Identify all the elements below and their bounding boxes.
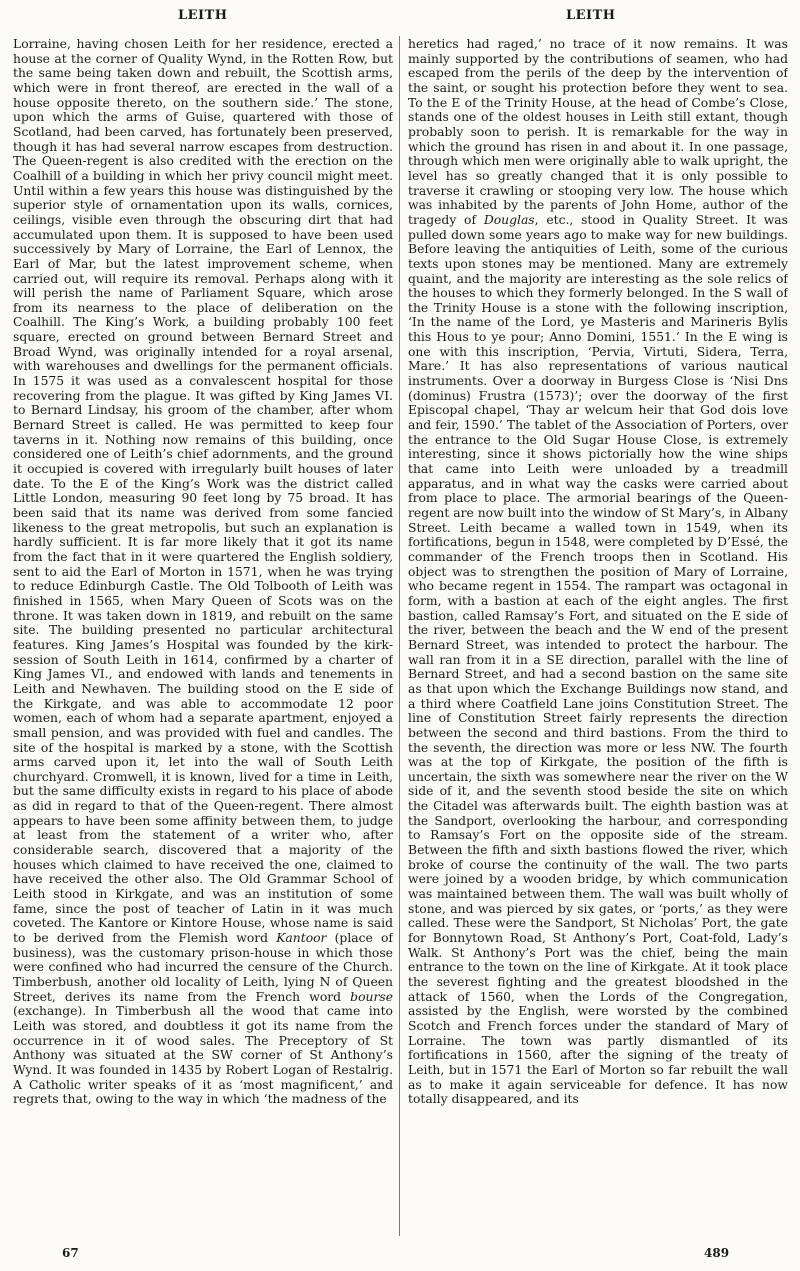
page-number-right: 489 [704,1246,730,1260]
left-text-segment: Lorraine, having chosen Leith for her residence, erected a house at the corner of Quality Wynd, in the Rotten Row, but the same being taken down and rebuilt, the Scottish arms, which were in front thereof, are erected in the wall of a house opposite thereto, on the southern side.’ The stone, upon which the arms of Guise, quartered with those of Scotland, had been carved, has fortunately been preserved, though it has had several narrow escapes from destruction. The Queen-regent is also credited with the erection on the Coalhill of a building in which her privy council might meet. Until within a few years this house was distinguished by the superior style of ornamentation upon its walls, cornices, ceilings, visible even through the obscuring dirt that had accumulated upon them. It is supposed to have been used successively by Mary of Lorraine, the Earl of Lennox, the Earl of Mar, but the latest improvement scheme, when carried out, will require its removal. Perhaps along with it will perish the name of Parliament Square, which arose from its nearness to the place of deliberation on the Coalhill. The King’s Work, a building probably 100 feet square, erected on ground between Bernard Street and Broad Wynd, was originally intended for a royal arsenal, with warehouses and dwellings for the permanent officials. In 1575 it was used as a convalescent hospital for those recovering from the plague. It was gifted by King James VI. to Bernard Lindsay, his groom of the chamber, after whom Bernard Street is called. He was permitted to keep four taverns in it. Nothing now remains of this building, once considered one of Leith’s chief adornments, and the ground it occupied is covered with irregularly built houses of later date. To the E of the King’s Work was the district called Little London, measuring 90 feet long by 75 broad. It has been said that its name was derived from some fancied likeness to the great metropolis, but such an explanation is hardly sufficient. It is far more likely that it got its name from the fact that in it were quartered the English soldiery, sent to aid the Earl of Morton in 1571, when he was trying to reduce Edinburgh Castle. The Old Tolbooth of Leith was finished in 1565, when Mary Queen of Scots was on the throne. It was taken down in 1819, and rebuilt on the same site. The building presented no particular architectural features. King James’s Hospital was founded by the kirk-session of South Leith in 1614, confirmed by a charter of King James VI., and endowed with lands and tenements in Leith and Newhaven. The building stood on the E side of the Kirkgate, and was able to accommodate 12 poor women, each of whom had a separate apartment, enjoyed a small pension, and was provided with fuel and candles. The site of the hospital is marked by a stone, with the Scottish arms carved upon it, let into the wall of South Leith churchyard. Cromwell, it is known, lived for a time in Leith, but the same difficulty exists in regard to his place of abode as did in regard to that of the Queen-regent. There almost appears to have been some affinity between them, to judge at least from the statement of a writer who, after considerable search, discovered that a majority of the houses which claimed to have received the one, claimed to have received the other also. The Old Grammar School of Leith stood in Kirkgate, and was an institution of some fame, since the post of teacher of Latin in it was much coveted. The Kantore or Kintore House, whose name is said to be derived from the Flemish word [13,37,393,946]
right-italic-douglas: Douglas [483,212,535,227]
left-text-segment: (exchange). In Timberbush all the wood that came into Leith was stored, and doubtless it got its name from the occurrence in it of wood sales. The Preceptory of St Anthony was situated at the SW corner of St Anthony’s Wynd. It was founded in 1435 by Robert Logan of Restalrig. A Catholic writer speaks of it as ‘most magnificent,’ and regrets that, owing to the way in which ‘the madness of the [13,1004,393,1107]
column-divider [399,36,400,1236]
page-number-left: 67 [62,1246,79,1260]
left-column [13,37,393,1233]
left-column-text [13,37,393,1107]
running-header-left: LEITH [178,8,228,23]
running-header-right: LEITH [566,8,616,23]
left-italic-kantoor: Kantoor [276,931,327,946]
left-text-segment: (place of business), was the customary prison-house in which those were confined who had incurred the censure of the Church. Timberbush, another old locality of Leith, lying N of Queen Street, derives its name from the French word [13,931,393,1004]
right-text-segment: heretics had raged,’ no trace of it now remains. It was mainly supported by the contributions of seamen, who had escaped from the perils of the deep by the intervention of the saint, or sought his protection before they went to sea. To the E of the Trinity House, at the head of Combe’s Close, stands one of the oldest houses in Leith still extant, though probably soon to perish. It is remarkable for the way in which the ground has risen in and about it. In one passage, through which men were originally able to walk upright, the level has so greatly changed that it is only possible to traverse it crawling or stooping very low. The house which was inhabited by the parents of John Home, author of the tragedy of [408,37,788,227]
right-column-text [408,37,788,1107]
left-italic-bourse: bourse [350,989,393,1004]
right-text-segment: , etc., stood in Quality Street. It was pulled down some years ago to make way for new buildings. Before leaving the antiquities of Leith, some of the curious texts upon stones may be mentioned. Many are extremely quaint, and the majority are interesting as the sole relics of the houses to which they formerly belonged. In the S wall of the Trinity House is a stone with the following inscription, ‘In the name of the Lord, ye Masteris and Marineris Bylis this Hous to ye pour; Anno Domini, 1551.’ In the E wing is one with this inscription, ‘Pervia, Virtuti, Sidera, Terra, Mare.’ It has also representations of various nautical instruments. Over a doorway in Burgess Close is ‘Nisi Dns (dominus) Frustra (1573)’; over the doorway of the first Episcopal chapel, ‘Thay ar welcum heir that God dois love and feir, 1590.’ The tablet of the Association of Porters, over the entrance to the Old Sugar House Close, is extremely interesting, since it shows pictorially how the wine ships that came into Leith were unloaded by a treadmill apparatus, and in what way the casks were carried about from place to place. The armorial bearings of the Queen-regent are now built into the window of St Mary’s, in Albany Street. Leith became a walled town in 1549, when its fortifications, begun in 1548, were completed by D’Essé, the commander of the French troops then in Scotland. His object was to strengthen the position of Mary of Lorraine, who became regent in 1554. The rampart was octagonal in form, with a bastion at each of the eight angles. The first bastion, called Ramsay’s Fort, and situated on the E side of the river, between the beach and the W end of the present Bernard Street, was intended to protect the harbour. The wall ran from it in a SE direction, parallel with the line of Bernard Street, and had a second bastion on the same site as that upon which the Exchange Buildings now stand, and a third where Coatfield Lane joins Constitution Street. The line of Constitution Street fairly represents the direction between the second and third bastions. From the third to the seventh, the direction was more or less NW. The fourth was at the top of Kirkgate, the position of the fifth is uncertain, the sixth was somewhere near the river on the W side of it, and the seventh stood beside the site on which the Citadel was afterwards built. The eighth bastion was at the Sandport, overlooking the harbour, and corresponding to Ramsay’s Fort on the opposite side of the stream. Between the fifth and sixth bastions flowed the river, which broke of course the continuity of the wall. The two parts were joined by a wooden bridge, by which communication was maintained between them. The wall was built wholly of stone, and was pierced by six gates, or ‘ports,’ as they were called. These were the Sandport, St Nicholas’ Port, the gate for Bonnytown Road, St Anthony’s Port, Coat-fold, Lady’s Walk. St Anthony’s Port was the chief, being the main entrance to the town on the line of Kirkgate. At it took place the severest fighting and the greatest bloodshed in the attack of 1560, when the Lords of the Congregation, assisted by the English, were worsted by the combined Scotch and French forces under the standard of Mary of Lorraine. The town was partly dismantled of its fortifications in 1560, after the signing of the treaty of Leith, but in 1571 the Earl of Morton so far rebuilt the wall as to make it again serviceable for defence. It has now totally disappeared, and its [408,212,788,1107]
right-column [408,37,788,1233]
